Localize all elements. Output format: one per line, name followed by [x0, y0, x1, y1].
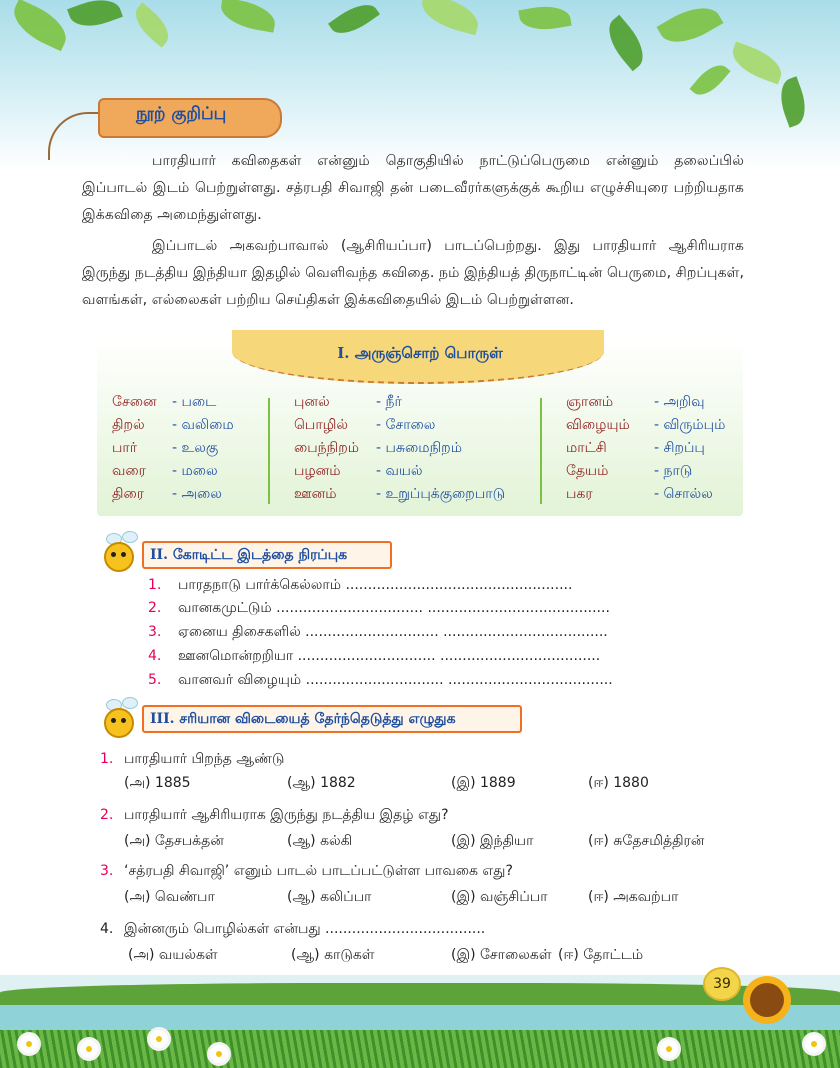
- sunflower-icon: [750, 983, 784, 1017]
- option: (ஈ) அகவற்பா: [588, 889, 679, 905]
- daisy-icon: [805, 1035, 823, 1053]
- option: (ஆ) 1882: [287, 775, 356, 791]
- gloss-meaning: - அலை: [172, 486, 222, 502]
- gloss-term: திறல்: [112, 417, 145, 433]
- gloss-meaning: - உறுப்புக்குறைபாடு: [376, 486, 506, 502]
- fill-blank-item: வானவர் விழையும் ............................... .....................................: [178, 672, 613, 688]
- gloss-term: விழையும்: [566, 417, 630, 433]
- gloss-term: புனல்: [294, 394, 330, 410]
- paragraph-text: பாரதியார் கவிதைகள் என்னும் தொகுதியில் நாட்டுப்பெருமை என்னும் தலைப்பில் இப்பாடல் இடம் பெற்றுள்ளது. சத்ரபதி சிவாஜி தன் படைவீரர்களுக்குக் கூறிய எழுச்சியுரை பற்றியதாக இக்கவிதை அமைந்துள்ளது.: [82, 153, 744, 223]
- option: (அ) 1885: [124, 775, 191, 791]
- gloss-meaning: - பசுமைநிறம்: [376, 440, 462, 456]
- gloss-meaning: - சோலை: [376, 417, 436, 433]
- note-title: நூற் குறிப்பு: [136, 104, 227, 124]
- item-number: 5.: [148, 672, 162, 688]
- daisy-icon: [210, 1045, 228, 1063]
- gloss-term: திரை: [112, 486, 144, 502]
- gloss-term: சேனை: [112, 394, 157, 410]
- gloss-term: பகர: [566, 486, 593, 502]
- gloss-meaning: - நாடு: [654, 463, 693, 479]
- landscape-grass: [0, 1030, 840, 1068]
- option: (அ) தேசபக்தன்: [124, 833, 224, 849]
- paragraph-1: [82, 148, 744, 229]
- paragraph-2: [82, 233, 744, 314]
- paragraph-text: இப்பாடல் அகவற்பாவால் (ஆசிரியப்பா) பாடப்பெற்றது. இது பாரதியார் ஆசிரியராக இருந்து நடத்திய இந்தியா இதழில் வெளிவந்த கவிதை. நம் இந்தியத் திருநாட்டின் பெருமை, சிறப்புகள், வளங்கள், எல்லைகள் பற்றிய செய்திகள் இக்கவிதையில் இடம் பெற்றுள்ளன.: [82, 238, 744, 308]
- question-text: பாரதியார் பிறந்த ஆண்டு: [124, 751, 285, 767]
- item-number: 4.: [148, 648, 162, 664]
- option: (ஈ) 1880: [588, 775, 649, 791]
- option: (இ) வஞ்சிப்பா: [451, 889, 548, 905]
- question-text: ‘சத்ரபதி சிவாஜி’ எனும் பாடல் பாடப்பட்டுள்ள பாவகை எது?: [124, 863, 513, 879]
- bee-mascot-icon: [104, 708, 134, 738]
- question-number: 4.: [100, 921, 114, 937]
- option: (ஈ) தோட்டம்: [558, 947, 644, 963]
- option: (இ) 1889: [451, 775, 516, 791]
- gloss-term: பழனம்: [294, 463, 341, 479]
- option: (ஆ) காடுகள்: [291, 947, 375, 963]
- gloss-term: தேயம்: [566, 463, 609, 479]
- fill-blanks-title: II. கோடிட்ட இடத்தை நிரப்புக: [142, 541, 392, 569]
- bee-wing: [122, 531, 138, 543]
- page-number: 39: [703, 967, 741, 1001]
- fill-blank-item: ஊனமொன்றறியா ............................... ....................................: [178, 648, 601, 664]
- question-number: 2.: [100, 807, 114, 823]
- bee-mascot-icon: [104, 542, 134, 572]
- gloss-meaning: - உலகு: [172, 440, 219, 456]
- mcq-title: III. சரியான விடையைத் தேர்ந்தெடுத்து எழுதுக: [142, 705, 522, 733]
- gloss-meaning: - சொல்ல: [654, 486, 713, 502]
- bee-wing: [122, 697, 138, 709]
- fill-blank-item: ஏனைய திசைகளில் .............................. .....................................: [178, 624, 608, 640]
- glossary-divider: [268, 398, 270, 504]
- gloss-term: ஊனம்: [294, 486, 337, 502]
- item-number: 1.: [148, 577, 162, 593]
- daisy-icon: [80, 1040, 98, 1058]
- gloss-meaning: - வலிமை: [172, 417, 234, 433]
- question-number: 1.: [100, 751, 114, 767]
- option: (இ) சோலைகள்: [451, 947, 552, 963]
- option: (அ) வெண்பா: [124, 889, 215, 905]
- fill-blank-item: வானகமுட்டும் ................................. .........................................: [178, 600, 610, 616]
- gloss-meaning: - நீர்: [376, 394, 402, 410]
- option: (ஆ) கல்கி: [287, 833, 353, 849]
- option: (இ) இந்தியா: [451, 833, 534, 849]
- gloss-meaning: - சிறப்பு: [654, 440, 705, 456]
- gloss-term: வரை: [112, 463, 146, 479]
- item-number: 3.: [148, 624, 162, 640]
- gloss-term: ஞானம்: [566, 394, 614, 410]
- gloss-meaning: - அறிவு: [654, 394, 705, 410]
- gloss-term: பொழில்: [294, 417, 349, 433]
- glossary-divider: [540, 398, 542, 504]
- option: (ஈ) சுதேசமித்திரன்: [588, 833, 705, 849]
- gloss-meaning: - வயல்: [376, 463, 423, 479]
- gloss-term: பைந்நிறம்: [294, 440, 360, 456]
- option: (ஆ) கலிப்பா: [287, 889, 372, 905]
- option: (அ) வயல்கள்: [128, 947, 218, 963]
- question-text: பாரதியார் ஆசிரியராக இருந்து நடத்திய இதழ் எது?: [124, 807, 449, 823]
- fill-blank-item: பாரதநாடு பார்க்கெல்லாம் ...................................................: [178, 577, 573, 593]
- daisy-icon: [150, 1030, 168, 1048]
- gloss-meaning: - மலை: [172, 463, 218, 479]
- daisy-icon: [20, 1035, 38, 1053]
- gloss-term: மாட்சி: [566, 440, 607, 456]
- question-text: இன்னரும் பொழில்கள் என்பது ....................................: [124, 921, 486, 937]
- gloss-meaning: - படை: [172, 394, 217, 410]
- gloss-meaning: - விரும்பும்: [654, 417, 726, 433]
- question-number: 3.: [100, 863, 114, 879]
- daisy-icon: [660, 1040, 678, 1058]
- item-number: 2.: [148, 600, 162, 616]
- glossary-title: I. அருஞ்சொற் பொருள்: [337, 344, 503, 362]
- gloss-term: பார்: [112, 440, 138, 456]
